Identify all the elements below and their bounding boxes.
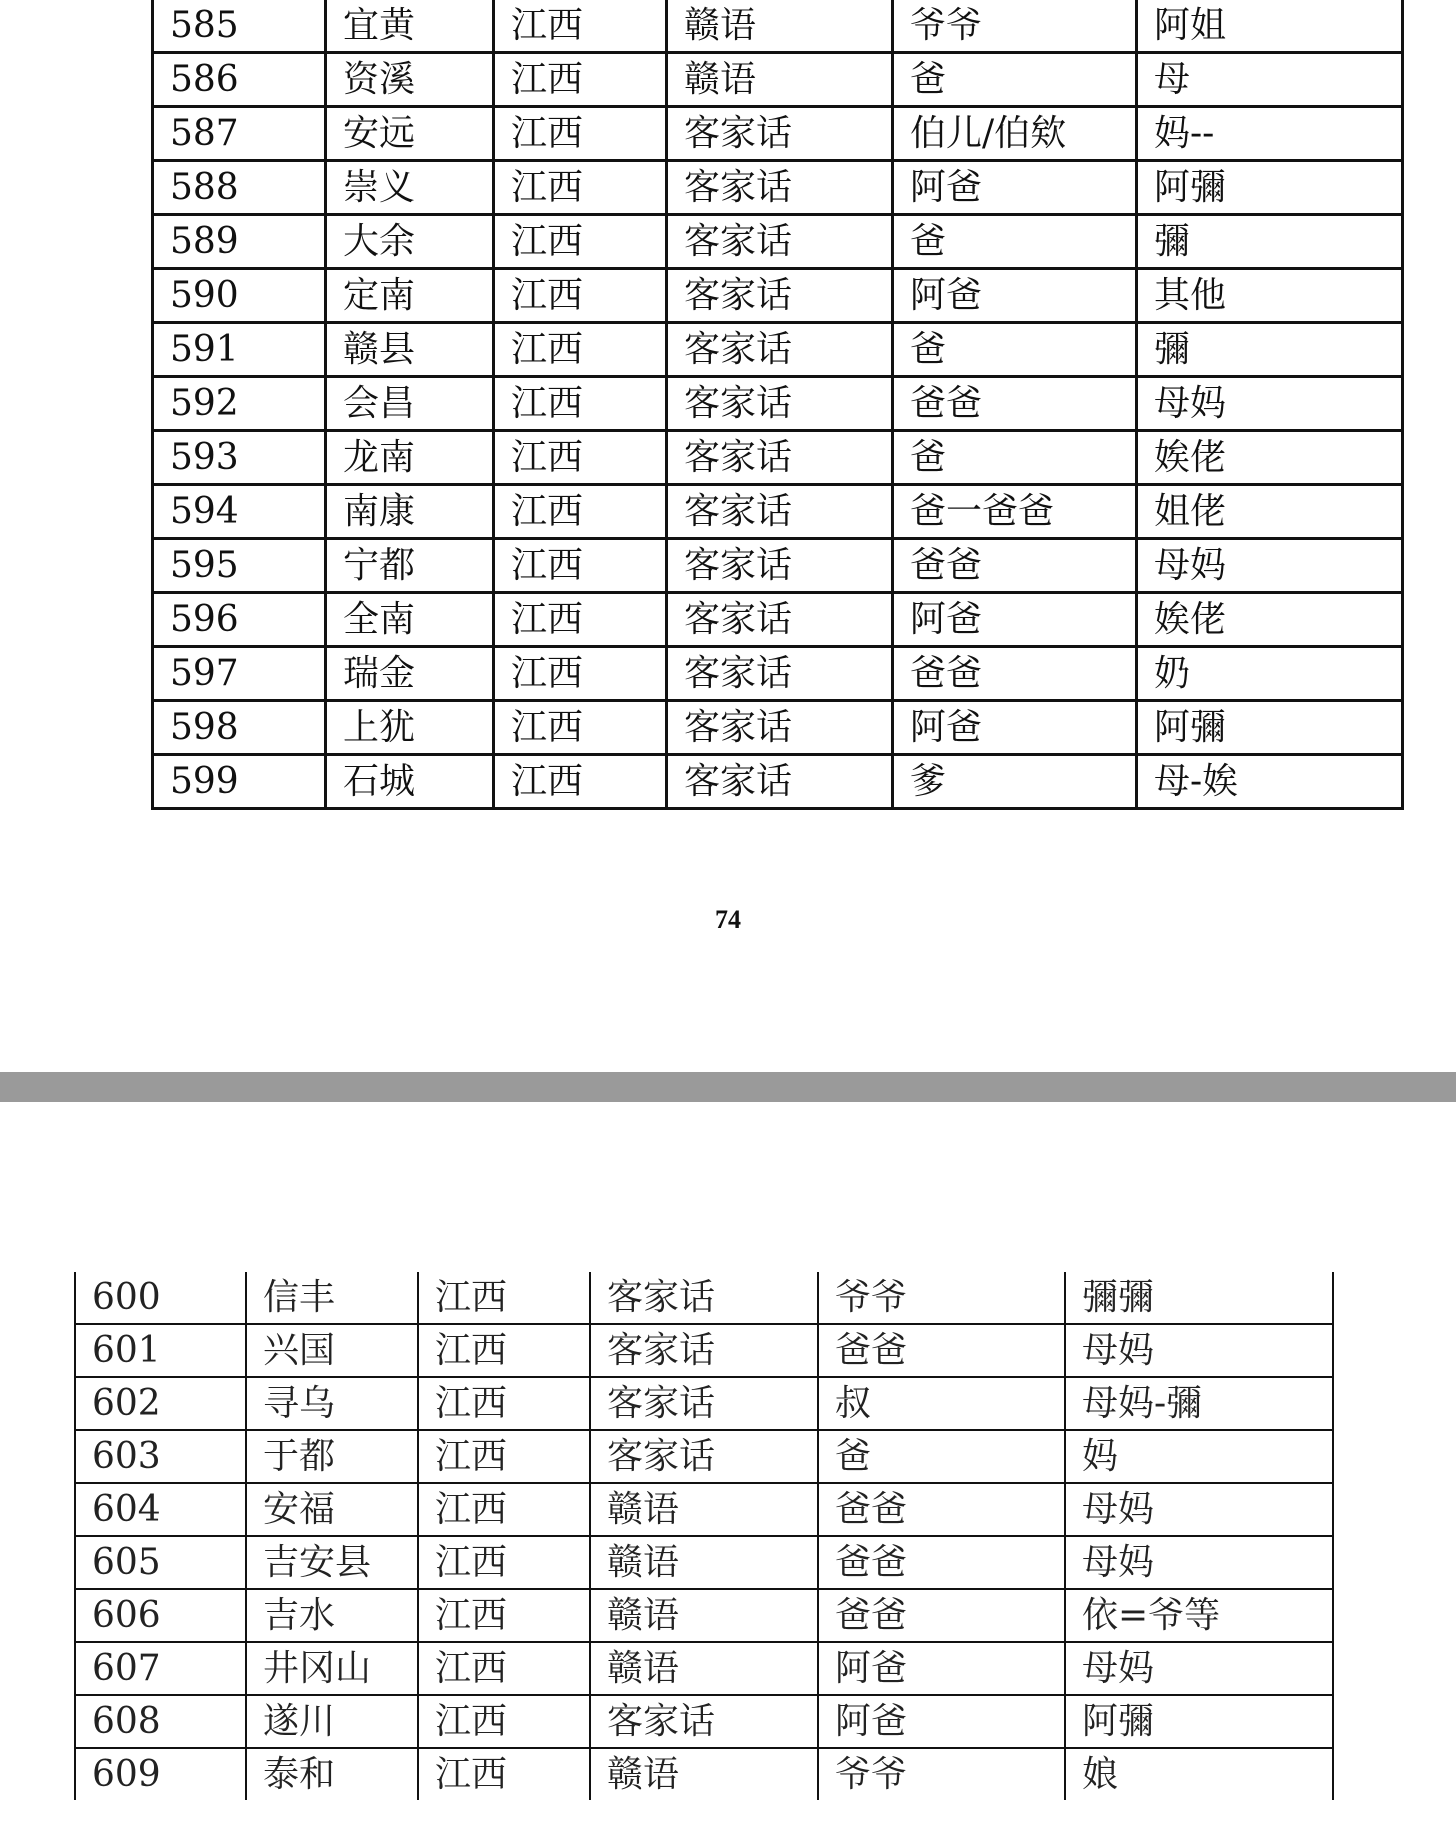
- cell-father-term: 爸: [893, 215, 1137, 269]
- cell-county: 南康: [326, 485, 494, 539]
- table-row: [153, 485, 1403, 539]
- cell-dialect: 客家话: [590, 1324, 818, 1377]
- cell-mother-term: 其他: [1137, 269, 1403, 323]
- cell-mother-term: 母-娭: [1137, 755, 1403, 809]
- table-row: [153, 215, 1403, 269]
- cell-dialect: 客家话: [667, 647, 893, 701]
- cell-dialect: 客家话: [667, 215, 893, 269]
- cell-dialect: 赣语: [590, 1483, 818, 1536]
- cell-number: 596: [153, 593, 326, 647]
- cell-county: 崇义: [326, 161, 494, 215]
- cell-dialect: 客家话: [590, 1695, 818, 1748]
- table-row: [153, 431, 1403, 485]
- cell-mother-term: 娭佬: [1137, 431, 1403, 485]
- cell-county: 安远: [326, 107, 494, 161]
- cell-mother-term: 彌彌: [1065, 1272, 1333, 1324]
- cell-number: 588: [153, 161, 326, 215]
- cell-dialect: 客家话: [667, 323, 893, 377]
- cell-father-term: 爹: [893, 755, 1137, 809]
- cell-province: 江西: [418, 1377, 590, 1430]
- cell-mother-term: 母妈: [1065, 1536, 1333, 1589]
- cell-father-term: 阿爸: [893, 161, 1137, 215]
- cell-number: 600: [75, 1272, 246, 1324]
- cell-number: 608: [75, 1695, 246, 1748]
- cell-province: 江西: [418, 1272, 590, 1324]
- cell-father-term: 阿爸: [818, 1695, 1065, 1748]
- cell-number: 598: [153, 701, 326, 755]
- table-row: [153, 647, 1403, 701]
- cell-number: 606: [75, 1589, 246, 1642]
- cell-number: 604: [75, 1483, 246, 1536]
- cell-county: 泰和: [246, 1748, 418, 1800]
- cell-province: 江西: [494, 323, 667, 377]
- cell-county: 信丰: [246, 1272, 418, 1324]
- cell-number: 586: [153, 53, 326, 107]
- cell-father-term: 爷爷: [893, 0, 1137, 53]
- cell-mother-term: 奶: [1137, 647, 1403, 701]
- cell-mother-term: 母妈: [1137, 539, 1403, 593]
- cell-number: 607: [75, 1642, 246, 1695]
- cell-number: 601: [75, 1324, 246, 1377]
- cell-county: 宜黄: [326, 0, 494, 53]
- table-row: [153, 701, 1403, 755]
- cell-province: 江西: [494, 0, 667, 53]
- cell-father-term: 阿爸: [893, 269, 1137, 323]
- cell-county: 石城: [326, 755, 494, 809]
- table-row: [75, 1642, 1333, 1695]
- cell-county: 瑞金: [326, 647, 494, 701]
- table-row: [75, 1483, 1333, 1536]
- cell-number: 585: [153, 0, 326, 53]
- table-row: [153, 593, 1403, 647]
- cell-mother-term: 彌: [1137, 215, 1403, 269]
- table-row: [153, 161, 1403, 215]
- cell-number: 595: [153, 539, 326, 593]
- cell-mother-term: 母妈: [1065, 1483, 1333, 1536]
- cell-county: 会昌: [326, 377, 494, 431]
- table-row: [153, 377, 1403, 431]
- cell-county: 吉安县: [246, 1536, 418, 1589]
- table-row: [153, 323, 1403, 377]
- cell-number: 592: [153, 377, 326, 431]
- cell-dialect: 客家话: [590, 1272, 818, 1324]
- cell-mother-term: 娭佬: [1137, 593, 1403, 647]
- cell-father-term: 叔: [818, 1377, 1065, 1430]
- cell-number: 591: [153, 323, 326, 377]
- cell-mother-term: 母妈: [1065, 1642, 1333, 1695]
- table-row: [75, 1272, 1333, 1324]
- cell-dialect: 客家话: [667, 755, 893, 809]
- cell-father-term: 爷爷: [818, 1748, 1065, 1800]
- cell-province: 江西: [494, 485, 667, 539]
- cell-county: 赣县: [326, 323, 494, 377]
- cell-mother-term: 娘: [1065, 1748, 1333, 1800]
- cell-father-term: 爸: [893, 431, 1137, 485]
- cell-mother-term: 妈--: [1137, 107, 1403, 161]
- cell-number: 603: [75, 1430, 246, 1483]
- cell-mother-term: 妈: [1065, 1430, 1333, 1483]
- cell-province: 江西: [494, 377, 667, 431]
- cell-number: 605: [75, 1536, 246, 1589]
- table-row: [153, 0, 1403, 53]
- cell-dialect: 赣语: [590, 1748, 818, 1800]
- cell-county: 全南: [326, 593, 494, 647]
- cell-dialect: 赣语: [667, 0, 893, 53]
- cell-father-term: 爸: [893, 323, 1137, 377]
- cell-father-term: 爸爸: [818, 1589, 1065, 1642]
- cell-dialect: 客家话: [667, 539, 893, 593]
- page-number: 74: [715, 905, 741, 934]
- table-row: [75, 1695, 1333, 1748]
- document-page-75: [0, 1102, 1456, 1840]
- cell-number: 594: [153, 485, 326, 539]
- dialect-table-page-75: [74, 1272, 1334, 1800]
- cell-dialect: 客家话: [590, 1430, 818, 1483]
- cell-mother-term: 母妈: [1065, 1324, 1333, 1377]
- cell-province: 江西: [494, 539, 667, 593]
- cell-dialect: 客家话: [667, 269, 893, 323]
- cell-county: 吉水: [246, 1589, 418, 1642]
- cell-mother-term: 阿彌: [1137, 701, 1403, 755]
- cell-father-term: 爸爸: [893, 539, 1137, 593]
- table-row: [75, 1589, 1333, 1642]
- cell-province: 江西: [418, 1748, 590, 1800]
- cell-province: 江西: [418, 1430, 590, 1483]
- cell-number: 593: [153, 431, 326, 485]
- cell-mother-term: 阿彌: [1137, 161, 1403, 215]
- table-row: [153, 53, 1403, 107]
- cell-father-term: 爸一爸爸: [893, 485, 1137, 539]
- cell-province: 江西: [418, 1589, 590, 1642]
- cell-county: 资溪: [326, 53, 494, 107]
- cell-father-term: 爸爸: [893, 377, 1137, 431]
- cell-county: 大余: [326, 215, 494, 269]
- cell-number: 587: [153, 107, 326, 161]
- cell-mother-term: 母妈: [1137, 377, 1403, 431]
- table-row: [153, 539, 1403, 593]
- cell-province: 江西: [494, 215, 667, 269]
- cell-number: 589: [153, 215, 326, 269]
- cell-province: 江西: [494, 647, 667, 701]
- cell-number: 599: [153, 755, 326, 809]
- cell-father-term: 爸: [818, 1430, 1065, 1483]
- cell-province: 江西: [418, 1324, 590, 1377]
- table-row: [75, 1377, 1333, 1430]
- cell-dialect: 赣语: [590, 1536, 818, 1589]
- cell-father-term: 伯儿/伯欸: [893, 107, 1137, 161]
- cell-county: 井冈山: [246, 1642, 418, 1695]
- cell-father-term: 爸爸: [818, 1483, 1065, 1536]
- cell-dialect: 赣语: [590, 1589, 818, 1642]
- cell-dialect: 客家话: [667, 377, 893, 431]
- cell-county: 定南: [326, 269, 494, 323]
- cell-mother-term: 姐佬: [1137, 485, 1403, 539]
- cell-father-term: 阿爸: [893, 593, 1137, 647]
- cell-number: 609: [75, 1748, 246, 1800]
- cell-dialect: 赣语: [667, 53, 893, 107]
- cell-father-term: 阿爸: [893, 701, 1137, 755]
- cell-county: 安福: [246, 1483, 418, 1536]
- cell-father-term: 爷爷: [818, 1272, 1065, 1324]
- cell-dialect: 客家话: [667, 593, 893, 647]
- cell-province: 江西: [494, 161, 667, 215]
- cell-county: 宁都: [326, 539, 494, 593]
- cell-county: 遂川: [246, 1695, 418, 1748]
- cell-county: 龙南: [326, 431, 494, 485]
- table-row: [153, 107, 1403, 161]
- cell-dialect: 客家话: [667, 431, 893, 485]
- table-row: [75, 1536, 1333, 1589]
- cell-dialect: 客家话: [667, 701, 893, 755]
- cell-mother-term: 依=爷等: [1065, 1589, 1333, 1642]
- cell-dialect: 赣语: [590, 1642, 818, 1695]
- cell-dialect: 客家话: [667, 107, 893, 161]
- cell-father-term: 爸爸: [818, 1324, 1065, 1377]
- cell-father-term: 爸爸: [818, 1536, 1065, 1589]
- table-row: [153, 269, 1403, 323]
- table-row: [75, 1324, 1333, 1377]
- cell-province: 江西: [418, 1695, 590, 1748]
- cell-dialect: 客家话: [590, 1377, 818, 1430]
- table-row: [75, 1748, 1333, 1800]
- cell-mother-term: 阿彌: [1065, 1695, 1333, 1748]
- cell-province: 江西: [494, 53, 667, 107]
- cell-county: 兴国: [246, 1324, 418, 1377]
- cell-dialect: 客家话: [667, 161, 893, 215]
- cell-number: 602: [75, 1377, 246, 1430]
- cell-dialect: 客家话: [667, 485, 893, 539]
- cell-province: 江西: [494, 755, 667, 809]
- cell-province: 江西: [494, 701, 667, 755]
- cell-province: 江西: [418, 1536, 590, 1589]
- cell-mother-term: 母妈-彌: [1065, 1377, 1333, 1430]
- cell-province: 江西: [494, 269, 667, 323]
- page-separator: [0, 1072, 1456, 1102]
- cell-father-term: 阿爸: [818, 1642, 1065, 1695]
- cell-county: 于都: [246, 1430, 418, 1483]
- cell-father-term: 爸: [893, 53, 1137, 107]
- cell-number: 597: [153, 647, 326, 701]
- table-row: [153, 755, 1403, 809]
- cell-province: 江西: [418, 1483, 590, 1536]
- cell-province: 江西: [418, 1642, 590, 1695]
- cell-father-term: 爸爸: [893, 647, 1137, 701]
- cell-province: 江西: [494, 107, 667, 161]
- cell-mother-term: 母: [1137, 53, 1403, 107]
- cell-county: 上犹: [326, 701, 494, 755]
- cell-mother-term: 阿姐: [1137, 0, 1403, 53]
- cell-mother-term: 彌: [1137, 323, 1403, 377]
- cell-province: 江西: [494, 593, 667, 647]
- table-row: [75, 1430, 1333, 1483]
- cell-number: 590: [153, 269, 326, 323]
- cell-province: 江西: [494, 431, 667, 485]
- cell-county: 寻乌: [246, 1377, 418, 1430]
- dialect-table-page-74: [151, 0, 1404, 810]
